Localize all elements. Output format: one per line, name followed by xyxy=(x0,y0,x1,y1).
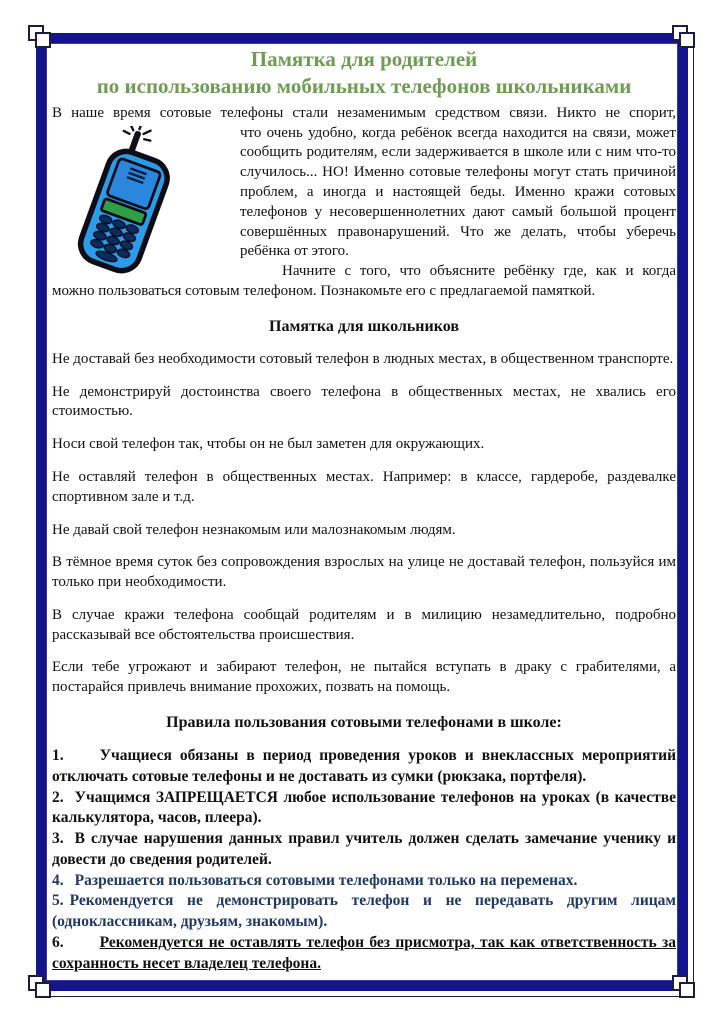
pupils-paragraph: Не демонстрируй достоинства своего телефона в общественных местах, не хвались его стоимостью. xyxy=(52,383,676,420)
intro-paragraph xyxy=(52,124,676,263)
rule-number: 2. xyxy=(52,788,64,806)
intro-paragraph-text: что очень удобно, когда ребёнок всегда находится на связи, может сообщить родителям, если задерживается в школе или с ним что-то случилось... НО! Именно сотовые телефоны могут стать причиной проблем, а иногда и настоящей беды. Именно кражи сотовых телефонов у несовершеннолетних дают самый большой процент совершённых правонарушений. Что же делать, чтобы уберечь ребёнка от этого. xyxy=(240,124,676,260)
pupils-paragraph: В тёмное время суток без сопровождения взрослых на улице не доставай телефон, пользуйся им только при необходимости. xyxy=(52,554,676,591)
rule-item-4 xyxy=(52,871,676,892)
intro-paragraph-line1: В наше время сотовые телефоны стали незаменимым средством связи. Никто не спорит, xyxy=(52,104,676,121)
title-line-2: по использованию мобильных телефонов школьниками xyxy=(96,73,632,98)
document-content xyxy=(52,44,676,990)
rule-number: 3. xyxy=(52,830,64,848)
page-title xyxy=(52,46,676,100)
title-line-1: Памятка для родителей xyxy=(250,47,478,71)
rules-section-heading: Правила пользования сотовыми телефонами в школе: xyxy=(166,714,562,732)
intro-paragraph-2: Начните с того, что объясните ребёнку где, как и когда можно пользоваться сотовым телефоном. Познакомьте его с предлагаемой памяткой. xyxy=(52,263,676,299)
rule-number: 5. xyxy=(52,892,64,910)
rule-text: В случае нарушения данных правил учитель должен сделать замечание ученику и довести до сведения родителей. xyxy=(52,830,676,868)
mobile-phone-icon xyxy=(52,126,224,278)
rule-item-6 xyxy=(52,933,676,975)
border-corner-ornament xyxy=(28,25,52,49)
pupils-paragraph: Носи свой телефон так, чтобы он не был заметен для окружающих. xyxy=(52,436,485,453)
rule-item-3 xyxy=(52,829,676,871)
rule-item-2 xyxy=(52,788,676,830)
rule-number: 4. xyxy=(52,871,64,889)
rule-text: Учащиеся обязаны в период проведения уроков и внеклассных мероприятий отключать сотовые телефоны и не доставать из сумки (рюкзака, портфеля). xyxy=(52,747,676,785)
rule-number: 1. xyxy=(52,747,64,765)
rule-item-5 xyxy=(52,891,676,933)
pupils-paragraph: Если тебе угрожают и забирают телефон, не пытайся вступать в драку с грабителями, а постарайся привлечь внимание прохожих, позвать на помощь. xyxy=(52,659,676,696)
border-corner-ornament xyxy=(28,975,52,999)
pupils-paragraph: Не давай свой телефон незнакомым или малознакомым людям. xyxy=(52,521,456,538)
rule-number: 6. xyxy=(52,933,64,951)
pupils-paragraph: Не доставай без необходимости сотовый телефон в людных местах, в общественном транспорте. xyxy=(52,350,674,367)
pupils-paragraph: В случае кражи телефона сообщай родителям и в милицию незамедлительно, подробно рассказывай все обстоятельства происшествия. xyxy=(52,606,676,643)
rule-item-1 xyxy=(52,746,676,788)
rule-text: Рекомендуется не демонстрировать телефон и не передавать другим лицам (одноклассникам, друзьям, знакомым). xyxy=(52,892,676,931)
rule-text: Учащимся ЗАПРЕЩАЕТСЯ любое использование телефонов на уроках (в качестве калькулятора, часов, плеера). xyxy=(52,788,676,827)
pupils-section-heading: Памятка для школьников xyxy=(269,317,459,335)
rule-text: Разрешается пользоваться сотовыми телефонами только на переменах. xyxy=(74,871,578,889)
rule-text: Рекомендуется не оставлять телефон без присмотра, так как ответственность за сохранность несет владелец телефона. xyxy=(52,933,676,972)
pupils-paragraph: Не оставляй телефон в общественных местах. Например: в классе, гардеробе, раздевалке спортивном зале и т.д. xyxy=(52,468,676,505)
